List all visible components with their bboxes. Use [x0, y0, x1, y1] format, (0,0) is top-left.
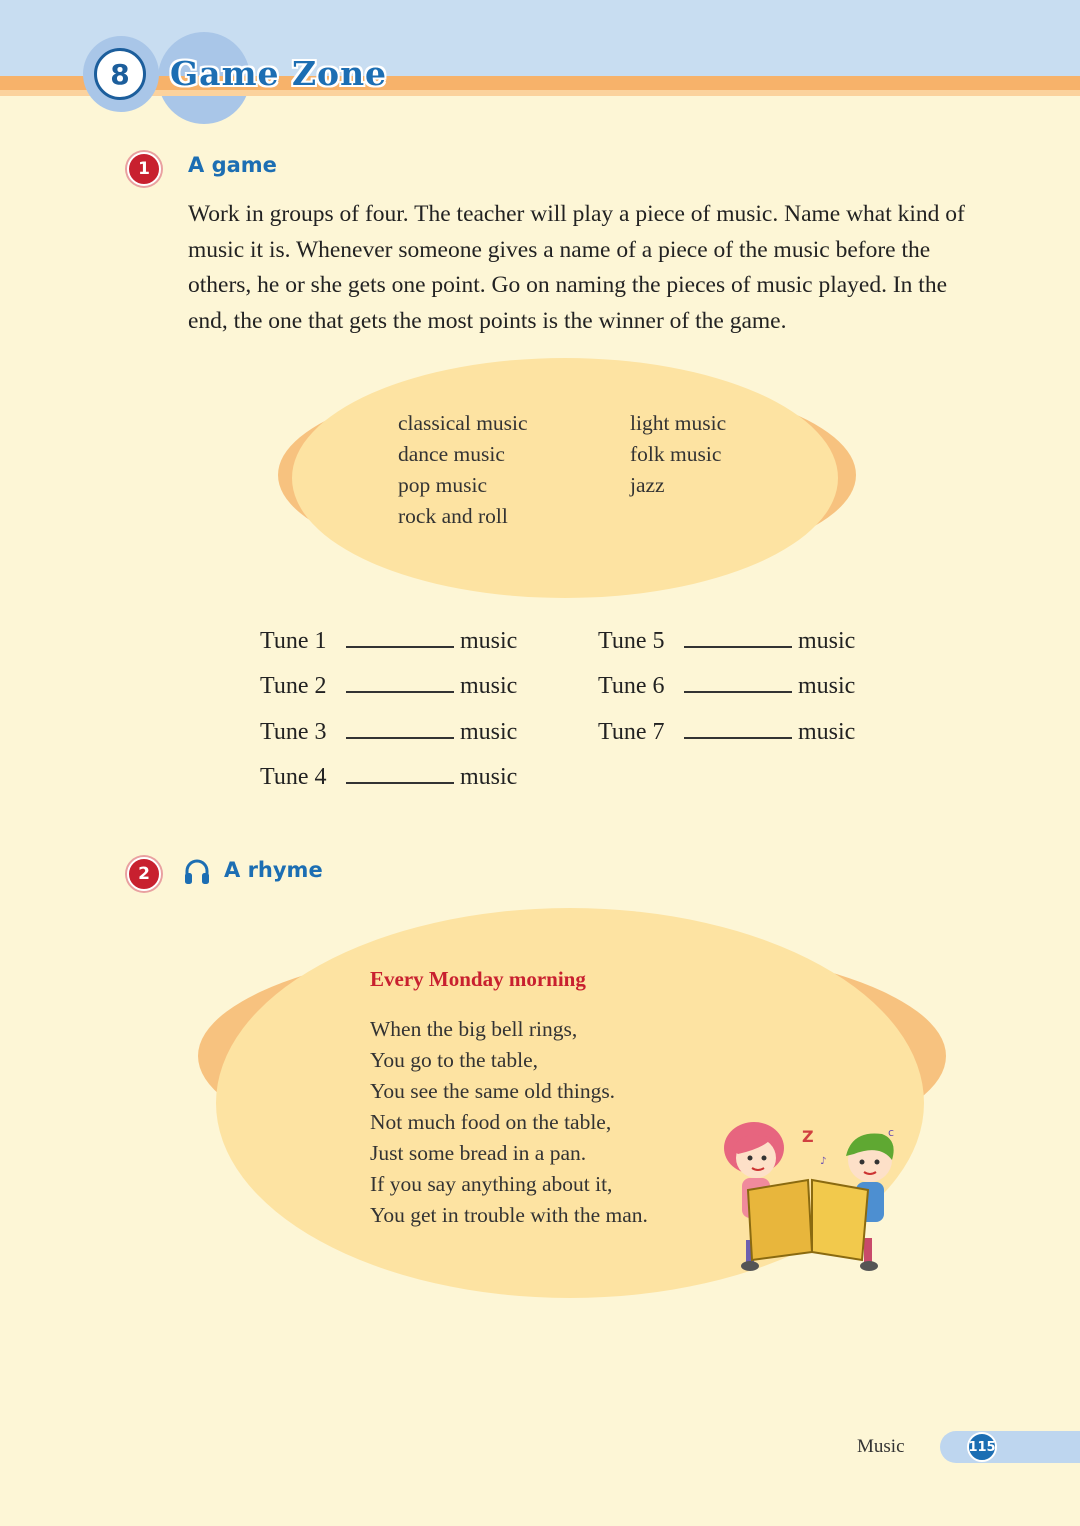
word-bank-item: pop music [398, 473, 487, 497]
word-bank-left-column [398, 408, 528, 532]
tune-answer-blank[interactable] [684, 717, 792, 739]
section-2-title: A rhyme [224, 858, 323, 882]
unit-number-badge: 8 [94, 48, 146, 100]
rhyme-line: You get in trouble with the man. [370, 1203, 648, 1227]
tune-label: Tune 6 [598, 673, 665, 699]
tune-suffix: music [460, 673, 518, 699]
rhyme-text [370, 1014, 648, 1231]
rhyme-line: Not much food on the table, [370, 1110, 612, 1134]
word-bank-item: jazz [630, 473, 665, 497]
tune-label: Tune 5 [598, 628, 665, 654]
word-bank-item: folk music [630, 442, 722, 466]
tune-suffix: music [798, 628, 856, 654]
tune-suffix: music [460, 719, 518, 745]
word-bank-item: rock and roll [398, 504, 508, 528]
tune-row [598, 626, 855, 655]
tune-row [260, 762, 517, 791]
svg-text:♪: ♪ [820, 1156, 827, 1167]
header-stripe-light [0, 90, 1080, 96]
tune-label: Tune 4 [260, 764, 327, 790]
page-title: Game Zone [170, 54, 388, 93]
section-2-number: 2 [127, 857, 161, 891]
word-bank-oval [292, 358, 838, 598]
tune-suffix: music [798, 673, 856, 699]
section-1-number: 1 [127, 152, 161, 186]
footer-subject: Music [857, 1436, 905, 1457]
tune-label: Tune 1 [260, 628, 327, 654]
kids-reading-illustration [712, 1120, 912, 1280]
rhyme-title: Every Monday morning [370, 967, 586, 991]
tune-answer-blank[interactable] [346, 762, 454, 784]
tune-row [260, 671, 517, 700]
word-bank-item: dance music [398, 442, 505, 466]
word-bank-right-column [630, 408, 726, 501]
word-bank-item: light music [630, 411, 727, 435]
svg-text:c: c [888, 1126, 895, 1139]
tune-label: Tune 2 [260, 673, 327, 699]
rhyme-line: If you say anything about it, [370, 1172, 613, 1196]
tune-answer-blank[interactable] [346, 626, 454, 648]
rhyme-line: You go to the table, [370, 1048, 539, 1072]
tune-answer-blank[interactable] [346, 671, 454, 693]
tune-suffix: music [798, 719, 856, 745]
tune-label: Tune 7 [598, 719, 665, 745]
tune-answer-blank[interactable] [684, 626, 792, 648]
tune-answer-blank[interactable] [346, 717, 454, 739]
tune-row [260, 626, 517, 655]
tune-row [260, 717, 517, 746]
svg-text:Z: Z [802, 1127, 814, 1146]
tune-label: Tune 3 [260, 719, 327, 745]
game-instructions: Work in groups of four. The teacher will play a piece of music. Name what kind of music it is. Whenever someone gives a name of a piece of the music before the others, he or she gets one point. Go on naming the pieces of music played. In the end, the one that gets the most points is the winner of the game. [188, 201, 965, 334]
headphones-icon[interactable] [182, 857, 212, 887]
tune-answer-blank[interactable] [684, 671, 792, 693]
page-number: 115 [967, 1432, 997, 1462]
tune-suffix: music [460, 628, 518, 654]
word-bank-item: classical music [398, 411, 528, 435]
footer-band [940, 1431, 1080, 1463]
tune-row [598, 671, 855, 700]
tune-suffix: music [460, 764, 518, 790]
rhyme-line: When the big bell rings, [370, 1017, 578, 1041]
rhyme-line: You see the same old things. [370, 1079, 616, 1103]
section-1-title: A game [188, 153, 277, 177]
tune-row [598, 717, 855, 746]
rhyme-line: Just some bread in a pan. [370, 1141, 587, 1165]
